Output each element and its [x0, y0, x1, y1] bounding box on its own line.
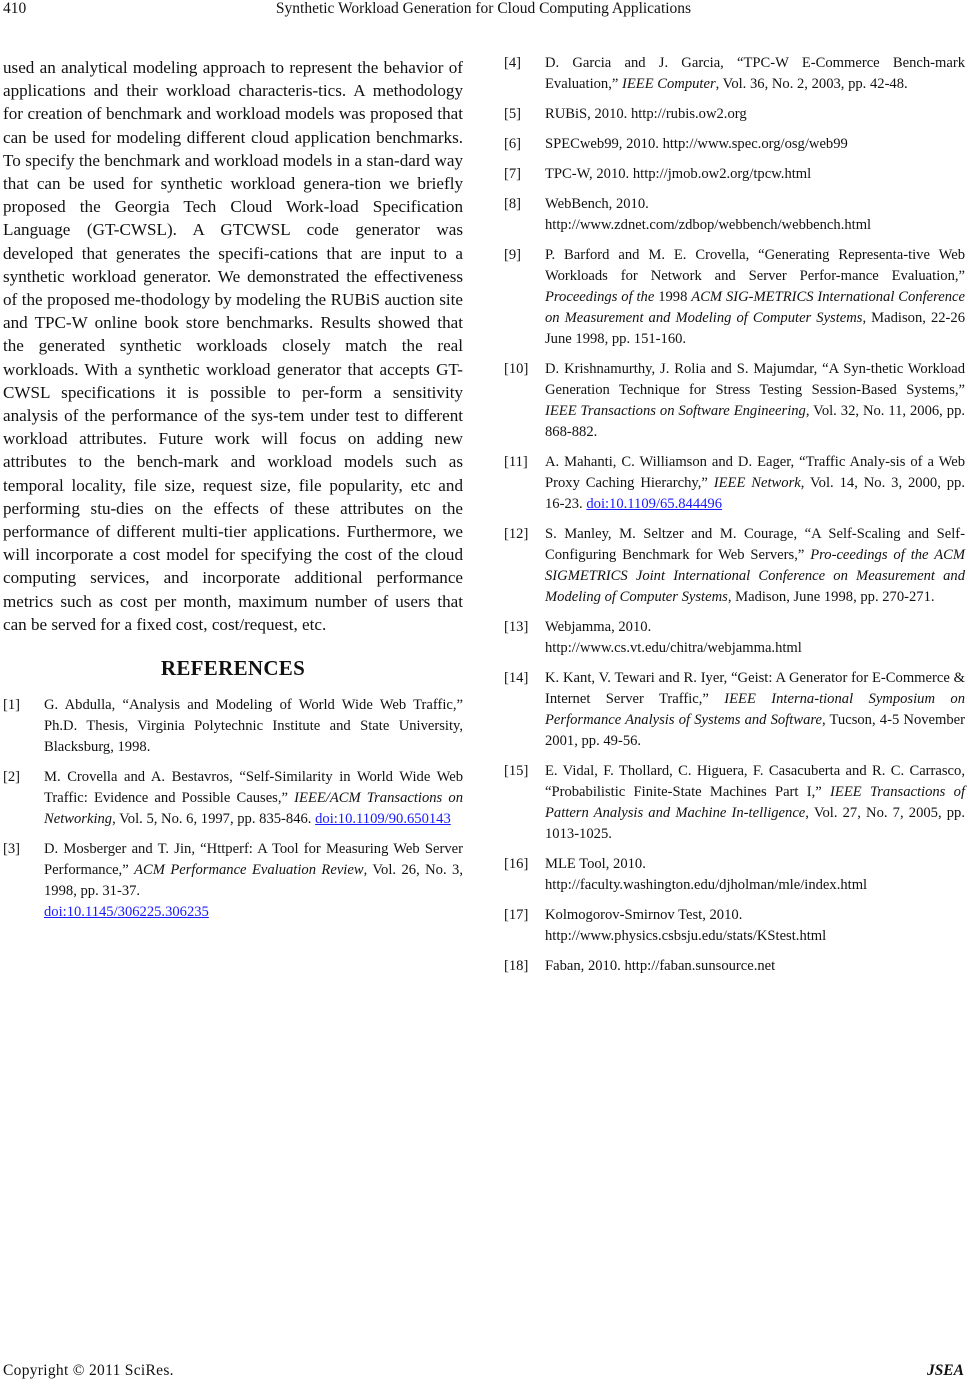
reference-item — [504, 905, 965, 947]
reference-number: [7] — [504, 166, 522, 182]
right-column — [504, 53, 965, 986]
reference-details: , Madison, June 1998, pp. 270-271. — [727, 589, 935, 605]
reference-details: , Vol. 27, No. 7, 2005, pp. 1013-1025. — [545, 805, 966, 842]
reference-venue: ACM SIG-METRICS International Conference on Measurement and Modeling of Computer Systems — [545, 289, 965, 326]
reference-item — [504, 104, 965, 125]
reference-number: [10] — [504, 361, 529, 377]
reference-details: 1998 — [654, 289, 692, 305]
reference-text: D. Mosberger and T. Jin, “Httperf: A Tool for Measuring Web Server Performance,” — [44, 841, 463, 879]
reference-details: , Vol. 26, No. 3, 1998, pp. 31-37. — [44, 862, 464, 900]
reference-venue: IEEE Computer — [622, 76, 716, 92]
journal-abbreviation: JSEA — [926, 1362, 964, 1379]
reference-text: Faban, 2010. http://faban.sunsource.net — [545, 958, 776, 974]
reference-number: [12] — [504, 526, 529, 542]
left-column — [3, 56, 463, 932]
reference-venue: ACM Performance Evaluation Review — [134, 862, 364, 879]
reference-text: SPECweb99, 2010. http://www.spec.org/osg/web99 — [545, 136, 848, 152]
reference-url: http://www.zdnet.com/zdbop/webbench/webbench.html — [545, 217, 872, 233]
reference-url: http://faculty.washington.edu/djholman/mle/index.html — [545, 877, 868, 893]
reference-text: D. Krishnamurthy, J. Rolia and S. Majumdar, “A Syn-thetic Workload Generation Technique for Stress Testing Session-Based Systems,” — [545, 361, 965, 398]
reference-url: http://www.cs.vt.edu/chitra/webjamma.html — [545, 640, 802, 656]
reference-text: S. Manley, M. Seltzer and M. Courage, “A Self-Scaling and Self-Configuring Benchmark for Web Servers,” — [545, 526, 965, 563]
reference-number: [13] — [504, 619, 529, 635]
reference-details: , Vol. 36, No. 2, 2003, pp. 42-48. — [715, 76, 908, 92]
references-heading: REFERENCES — [160, 656, 306, 681]
reference-text: D. Garcia and J. Garcia, “TPC-W E-Commerce Bench-mark Evaluation,” — [545, 55, 965, 92]
reference-item — [504, 359, 965, 443]
reference-item — [504, 617, 965, 659]
reference-number: [16] — [504, 856, 529, 872]
reference-venue: IEEE Interna-tional Symposium on Performance Analysis of Systems and Software — [545, 691, 965, 728]
reference-number: [9] — [504, 247, 522, 263]
doi-link[interactable]: doi:10.1109/90.650143 — [315, 811, 451, 828]
reference-text: TPC-W, 2010. http://jmob.ow2.org/tpcw.html — [545, 166, 812, 182]
page-number: 410 — [3, 0, 27, 17]
reference-item — [504, 761, 965, 845]
reference-text: K. Kant, V. Tewari and R. Iyer, “Geist: A Generator for E-Commerce & Internet Server Traffic,” — [545, 670, 965, 707]
reference-number: [6] — [504, 136, 522, 152]
reference-text: Kolmogorov-Smirnov Test, 2010. — [545, 907, 743, 923]
reference-text: Webjamma, 2010. — [545, 619, 652, 635]
conclusion-paragraph: used an analytical modeling approach to represent the behavior of applications and their workload characteris-tics. A methodology for creation of benchmark and workload models was proposed that can be used for modeling different cloud application benchmarks. To specify the benchmark and workload models in a stan-dard way that can be used for synthetic workload genera-tion we briefly proposed the Georgia Tech Cloud Work-load Specification Language (GT-CWSL). A GTCWSL code generator was developed that generates the specifi-cations that are input to a synthetic workload generator. We demonstrated the effectiveness of the proposed me-thodology by modeling the RUBiS auction site and TPC-W online book store benchmarks. Results showed that the generated synthetic workloads closely match the real workloads. With a synthetic workload generator that accepts GT-CWSL specifications it is possible to per-form a sensitivity analysis of the performance of the sys-tem under test to different workload attributes. Future work will focus on adding new attributes to the bench-mark and workload models such as temporal locality, file size, request size, file popularity, etc and performing stu-dies on the effects of these attributes on the performance of different multi-tier applications. Furthermore, we will incorporate a cost model for specifying the cost of the cloud computing services, and incorporate additional performance metrics such as cost per month, maximum number of users that can be served for a fixed cost, cost/request, etc. — [3, 58, 463, 634]
reference-number: [2] — [3, 769, 21, 786]
reference-venue: IEEE Transactions of Pattern Analysis and Machine In-telligence — [545, 784, 966, 821]
reference-item — [504, 53, 965, 95]
reference-item — [504, 854, 965, 896]
reference-item — [504, 668, 965, 752]
doi-link[interactable]: doi:10.1145/306225.306235 — [44, 904, 209, 921]
reference-number: [18] — [504, 958, 529, 974]
references-list-left — [3, 695, 463, 923]
reference-text: P. Barford and M. E. Crovella, “Generating Representa-tive Web Workloads for Network and Server Perfor-mance Evaluation,” — [545, 247, 965, 284]
reference-item — [3, 767, 463, 830]
references-list-right — [504, 53, 965, 977]
page-header — [3, 0, 964, 22]
reference-number: [3] — [3, 841, 21, 858]
reference-number: [11] — [504, 454, 528, 470]
reference-venue: Pro-ceedings of the ACM SIGMETRICS Joint International Conference on Measurement and Modeling of Computer Systems — [545, 547, 965, 605]
reference-text: A. Mahanti, C. Williamson and D. Eager, “Traffic Analy-sis of a Web Proxy Caching Hierarchy,” — [545, 454, 965, 491]
reference-venue: IEEE Transactions on Software Engineering — [545, 403, 806, 419]
reference-item — [3, 695, 463, 758]
reference-number: [4] — [504, 55, 522, 71]
reference-details: , Vol. 32, No. 11, 2006, pp. 868-882. — [545, 403, 966, 440]
reference-text: M. Crovella and A. Bestavros, “Self-Similarity in World Wide Web Traffic: Evidence and Possible Causes,” — [44, 769, 463, 807]
reference-details: , Vol. 14, No. 3, 2000, pp. 16-23. — [545, 475, 965, 512]
reference-item — [504, 524, 965, 608]
reference-number: [15] — [504, 763, 529, 779]
reference-number: [17] — [504, 907, 529, 923]
reference-details: , Vol. 5, No. 6, 1997, pp. 835-846. — [112, 811, 316, 828]
reference-item — [504, 956, 965, 977]
reference-number: [14] — [504, 670, 529, 686]
reference-venue: Proceedings of the — [545, 289, 655, 305]
reference-url: http://www.physics.csbsju.edu/stats/KStest.html — [545, 928, 827, 944]
reference-number: [8] — [504, 196, 522, 212]
reference-text: WebBench, 2010. — [545, 196, 649, 212]
reference-details: , Tucson, 4-5 November 2001, pp. 49-56. — [545, 712, 965, 749]
reference-number: [1] — [3, 697, 21, 714]
running-title: Synthetic Workload Generation for Cloud Computing Applications — [275, 0, 692, 17]
reference-text: E. Vidal, F. Thollard, C. Higuera, F. Casacuberta and R. C. Carrasco, “Probabilistic Finite-State Machines Part I,” — [545, 763, 965, 800]
reference-details: , Madison, 22-26 June 1998, pp. 151-160. — [545, 310, 965, 347]
reference-venue: IEEE Network — [713, 475, 801, 491]
copyright-notice: Copyright © 2011 SciRes. — [3, 1362, 174, 1379]
reference-item — [504, 194, 965, 236]
doi-link[interactable]: doi:10.1109/65.844496 — [586, 496, 723, 512]
reference-text: MLE Tool, 2010. — [545, 856, 646, 872]
reference-item — [504, 452, 965, 515]
reference-text: G. Abdulla, “Analysis and Modeling of World Wide Web Traffic,” Ph.D. Thesis, Virginia Polytechnic Institute and State University, Blacksburg, 1998. — [44, 697, 463, 756]
reference-item — [3, 839, 463, 923]
reference-item — [504, 164, 965, 185]
reference-item — [504, 245, 965, 350]
reference-item — [504, 134, 965, 155]
reference-text: RUBiS, 2010. http://rubis.ow2.org — [545, 106, 747, 122]
reference-venue: IEEE/ACM Transactions on Networking — [44, 790, 464, 828]
reference-number: [5] — [504, 106, 522, 122]
